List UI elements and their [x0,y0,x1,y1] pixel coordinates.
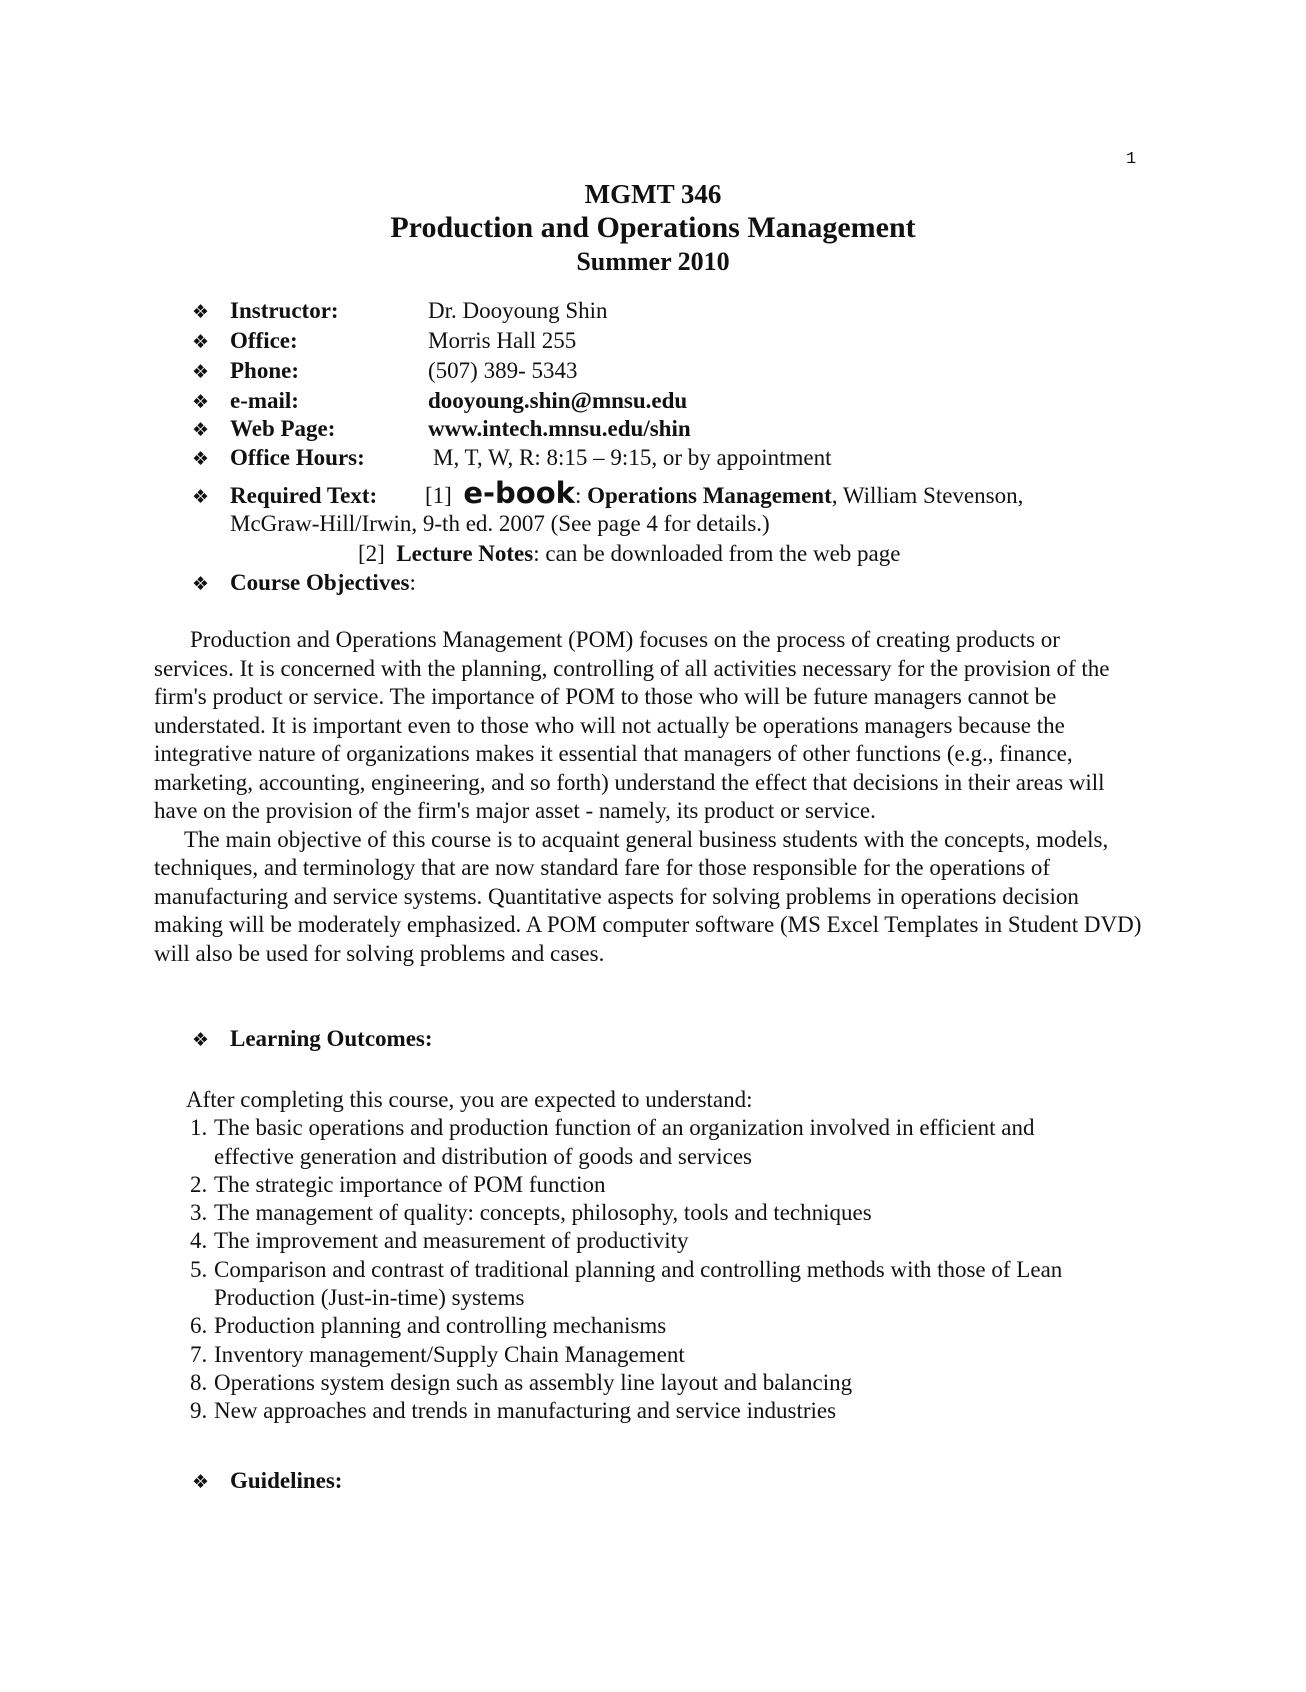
office-hours-label: Office Hours: [230,445,365,470]
list-item-text: Comparison and contrast of traditional planning and controlling methods with those of Lean Production (Just-in-time) systems [214,1256,1063,1311]
ebook-label: e-book [463,476,575,510]
required-text-item1-title: Operations Management [587,483,832,508]
course-objectives-paragraph-2: The main objective of this course is to acquaint general business students with the concepts, models, techniques, and terminology that are now standard fare for those responsible for the operations of manufacturing and service systems. Quantitative aspects for solving problems in operations decision making will be moderately emphasized. A POM computer software (MS Excel Templates in Student DVD) will also be used for solving problems and cases. [154,826,1142,966]
phone-label: Phone: [230,358,299,383]
list-item-number: 4. [190,1228,208,1254]
required-text-item2-num: [2] [358,541,385,566]
list-item [190,1227,1086,1255]
list-item-text: Production planning and controlling mechanisms [214,1313,667,1339]
learning-outcomes-row [192,1024,433,1055]
course-objectives-colon: : [409,570,416,595]
list-item-number: 8. [190,1369,208,1395]
email-row [192,386,687,417]
list-item-text: The improvement and measurement of productivity [214,1228,689,1254]
list-item-number: 7. [190,1341,208,1367]
guidelines-label: Guidelines: [230,1468,343,1493]
diamond-bullet-icon: ❖ [192,448,210,470]
list-item-number: 6. [190,1313,208,1339]
phone-row [192,356,577,387]
diamond-bullet-icon: ❖ [192,419,210,441]
office-row [192,326,576,357]
course-objectives-text [154,626,1144,968]
instructor-label: Instructor: [230,298,339,323]
required-text-item2 [358,540,900,568]
learning-outcomes-list [186,1086,1086,1426]
list-item-number: 2. [190,1171,208,1197]
required-text-label: Required Text: [230,483,378,508]
course-objectives-row [192,568,416,599]
instructor-row [192,296,608,327]
diamond-bullet-icon: ❖ [192,301,210,323]
email-label: e-mail: [230,388,299,413]
required-text-item1-rest: , William Stevenson, [831,483,1024,508]
outcomes-ordered-list [186,1114,1086,1425]
guidelines-row [192,1466,342,1497]
course-objectives-paragraph-1: Production and Operations Management (POM) focuses on the process of creating products or services. It is concerned with the planning, controlling of all activities necessary for the provision of the firm's product or service. The importance of POM to those who will be future managers cannot be understated. It is important even to those who will not actually be operations managers because the integrative nature of organizations makes it essential that managers of other functions (e.g., finance, marketing, accounting, engineering, and so forth) understand the effect that decisions in their areas will have on the provision of the firm's major asset - namely, its product or service. [154,627,1110,823]
list-item-number: 1. [190,1115,208,1141]
diamond-bullet-icon: ❖ [192,1471,210,1493]
list-item-number: 5. [190,1256,208,1282]
list-item [190,1256,1086,1313]
diamond-bullet-icon: ❖ [192,391,210,413]
web-page-value: www.intech.mnsu.edu/shin [428,416,691,441]
office-value: Morris Hall 255 [428,328,577,353]
diamond-bullet-icon: ❖ [192,331,210,353]
list-item [190,1397,1086,1425]
list-item [190,1369,1086,1397]
diamond-bullet-icon: ❖ [192,573,210,595]
required-text-item2-title: Lecture Notes [396,541,534,566]
list-item [190,1171,1086,1199]
phone-value: (507) 389- 5343 [428,358,578,383]
list-item [190,1199,1086,1227]
list-item [190,1114,1086,1171]
learning-outcomes-label: Learning Outcomes: [230,1026,433,1051]
list-item-number: 9. [190,1398,208,1424]
diamond-bullet-icon: ❖ [192,361,210,383]
office-label: Office: [230,328,298,353]
required-text-item1-colon: : [574,483,588,508]
list-item-text: The strategic importance of POM function [214,1171,606,1197]
list-item-text: New approaches and trends in manufacturing and service industries [214,1398,837,1424]
diamond-bullet-icon: ❖ [192,1029,210,1051]
list-item-text: Operations system design such as assembly line layout and balancing [214,1369,853,1395]
course-title: Production and Operations Management [390,211,916,244]
list-item-text: Inventory management/Supply Chain Management [214,1341,685,1367]
list-item-text: The management of quality: concepts, philosophy, tools and techniques [214,1200,872,1226]
document-header [0,177,1306,279]
list-item-text: The basic operations and production function of an organization involved in efficient and effective generation and distribution of goods and services [214,1115,1035,1169]
page-number: 1 [1126,150,1137,169]
email-value: dooyoung.shin@mnsu.edu [428,388,688,413]
required-text-item1-continuation: McGraw-Hill/Irwin, 9-th ed. 2007 (See page 4 for details.) [230,511,770,536]
learning-outcomes-intro: After completing this course, you are expected to understand: [186,1087,753,1112]
list-item-number: 3. [190,1200,208,1226]
required-text-row [192,478,1023,512]
office-hours-value: M, T, W, R: 8:15 – 9:15, or by appointment [433,445,832,470]
web-page-label: Web Page: [230,416,336,441]
list-item [190,1341,1086,1369]
office-hours-row [192,443,831,474]
required-text-item2-rest: : can be downloaded from the web page [533,541,901,566]
list-item [190,1312,1086,1340]
required-text-item1-num: [1] [425,483,452,508]
web-page-row [192,414,691,445]
course-code: MGMT 346 [584,179,722,209]
course-objectives-label: Course Objectives [230,570,410,595]
diamond-bullet-icon: ❖ [192,486,210,508]
course-term: Summer 2010 [576,247,730,276]
instructor-value: Dr. Dooyoung Shin [428,298,608,323]
